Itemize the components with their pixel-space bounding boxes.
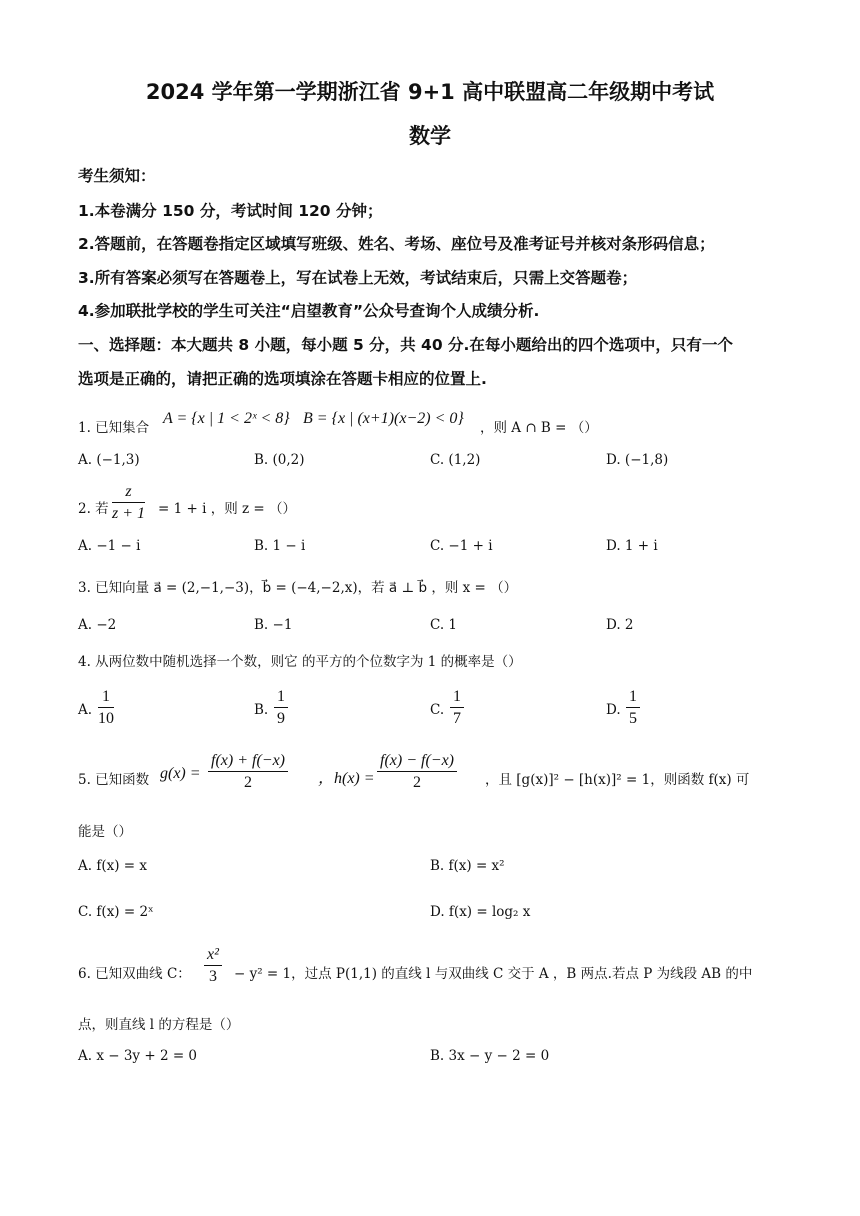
q6-prefix: 6. 已知双曲线 C： <box>78 966 191 982</box>
q5-option-d: D. f(x) = log₂ x <box>430 904 531 920</box>
q5-h-fraction <box>377 752 457 792</box>
q4-option-d-fraction <box>626 688 640 728</box>
q1-set-b: B = {x | (x+1)(x−2) < 0} <box>303 410 464 427</box>
q4-option-b-fraction <box>274 688 288 728</box>
exam-title: 2024 学年第一学期浙江省 9+1 高中联盟高二年级期中考试 <box>145 80 715 104</box>
q4-d-den: 5 <box>629 710 637 727</box>
q2-option-d: D. 1 + i <box>606 538 658 554</box>
q4-b-den: 9 <box>277 710 285 727</box>
q6-option-a: A. x − 3y + 2 = 0 <box>78 1048 198 1064</box>
q3-option-b: B. −1 <box>254 617 293 633</box>
q1-option-a: A. (−1,3) <box>78 452 140 468</box>
q4-option-a-label: A. <box>78 702 93 718</box>
q5-g-fraction <box>208 752 288 792</box>
q4-stem: 4. 从两位数中随机选择一个数，则它 的平方的个位数字为 1 的概率是（） <box>78 654 522 670</box>
q6-line2: 点，则直线 l 的方程是（） <box>78 1017 240 1033</box>
q5-suffix: ，且 [g(x)]² − [h(x)]² = 1，则函数 f(x) 可 <box>485 772 750 788</box>
q2-suffix: = 1 + i ，则 z = （） <box>158 501 296 517</box>
q5-option-c: C. f(x) = 2ˣ <box>78 904 154 920</box>
q5-g-den: 2 <box>244 774 252 791</box>
q4-d-num: 1 <box>626 688 640 708</box>
q2-frac-num: z <box>112 483 145 503</box>
q6-frac-den: 3 <box>208 968 217 985</box>
notice-item-1: 1.本卷满分 150 分，考试时间 120 分钟； <box>78 202 383 220</box>
q1-option-c: C. (1,2) <box>430 452 481 468</box>
q3-option-c: C. 1 <box>430 617 458 633</box>
section1-line2: 选项是正确的，请把正确的选项填涂在答题卡相应的位置上. <box>78 370 487 388</box>
q2-option-a: A. −1 − i <box>78 538 141 554</box>
q4-c-den: 7 <box>453 710 461 727</box>
q4-b-num: 1 <box>274 688 288 708</box>
q5-h-num: f(x) − f(−x) <box>377 752 457 772</box>
q3-stem: 3. 已知向量 a⃗ = (2,−1,−3)，b⃗ = (−4,−2,x)，若 a⃗ ⊥ b⃗ ，则 x = （） <box>78 580 518 596</box>
q1-prefix: 1. 已知集合 <box>78 420 150 436</box>
q3-option-a: A. −2 <box>78 617 117 633</box>
notice-item-2: 2.答题前，在答题卷指定区域填写班级、姓名、考场、座位号及准考证号并核对条形码信息； <box>78 235 715 253</box>
section1-line1: 一、选择题：本大题共 8 小题，每小题 5 分，共 40 分.在每小题给出的四个选项中，只有一个 <box>78 336 733 354</box>
q6-fraction <box>204 946 222 986</box>
q4-option-c-fraction <box>450 688 464 728</box>
q4-option-d-label: D. <box>606 702 621 718</box>
q5-option-a: A. f(x) = x <box>78 858 147 874</box>
q1-suffix: ，则 A ∩ B = （） <box>480 420 598 436</box>
notice-heading: 考生须知： <box>78 167 156 185</box>
q2-frac-den: z + 1 <box>112 505 146 522</box>
q5-g-lhs: g(x) = <box>160 765 201 782</box>
q2-fraction <box>112 483 145 523</box>
q5-h-den: 2 <box>413 774 421 791</box>
q4-a-den: 10 <box>98 710 114 727</box>
q4-a-num: 1 <box>98 688 114 708</box>
q1-option-d: D. (−1,8) <box>606 452 669 468</box>
notice-item-4: 4.参加联批学校的学生可关注“启望教育”公众号查询个人成绩分析. <box>78 302 540 320</box>
subject-title: 数学 <box>409 124 451 148</box>
q3-option-d: D. 2 <box>606 617 634 633</box>
q5-h-lhs: ，h(x) = <box>318 770 375 787</box>
q5-prefix: 5. 已知函数 <box>78 772 150 788</box>
q6-frac-num: x² <box>204 946 222 966</box>
q5-option-b: B. f(x) = x² <box>430 858 505 874</box>
q4-c-num: 1 <box>450 688 464 708</box>
q2-prefix: 2. 若 <box>78 501 109 517</box>
q6-suffix: − y² = 1，过点 P(1,1) 的直线 l 与双曲线 C 交于 A ，B 两点.若点 P 为线段 AB 的中 <box>234 966 753 982</box>
notice-item-3: 3.所有答案必须写在答题卷上，写在试卷上无效，考试结束后，只需上交答题卷； <box>78 269 638 287</box>
q4-option-c-label: C. <box>430 702 445 718</box>
q5-g-num: f(x) + f(−x) <box>208 752 288 772</box>
q1-option-b: B. (0,2) <box>254 452 305 468</box>
q4-option-a-fraction <box>98 688 114 728</box>
q4-option-b-label: B. <box>254 702 269 718</box>
q2-option-b: B. 1 − i <box>254 538 306 554</box>
q1-set-a: A = {x | 1 < 2ˣ < 8} <box>163 410 290 427</box>
q5-line2: 能是（） <box>78 824 132 840</box>
q6-option-b: B. 3x − y − 2 = 0 <box>430 1048 550 1064</box>
q2-option-c: C. −1 + i <box>430 538 493 554</box>
